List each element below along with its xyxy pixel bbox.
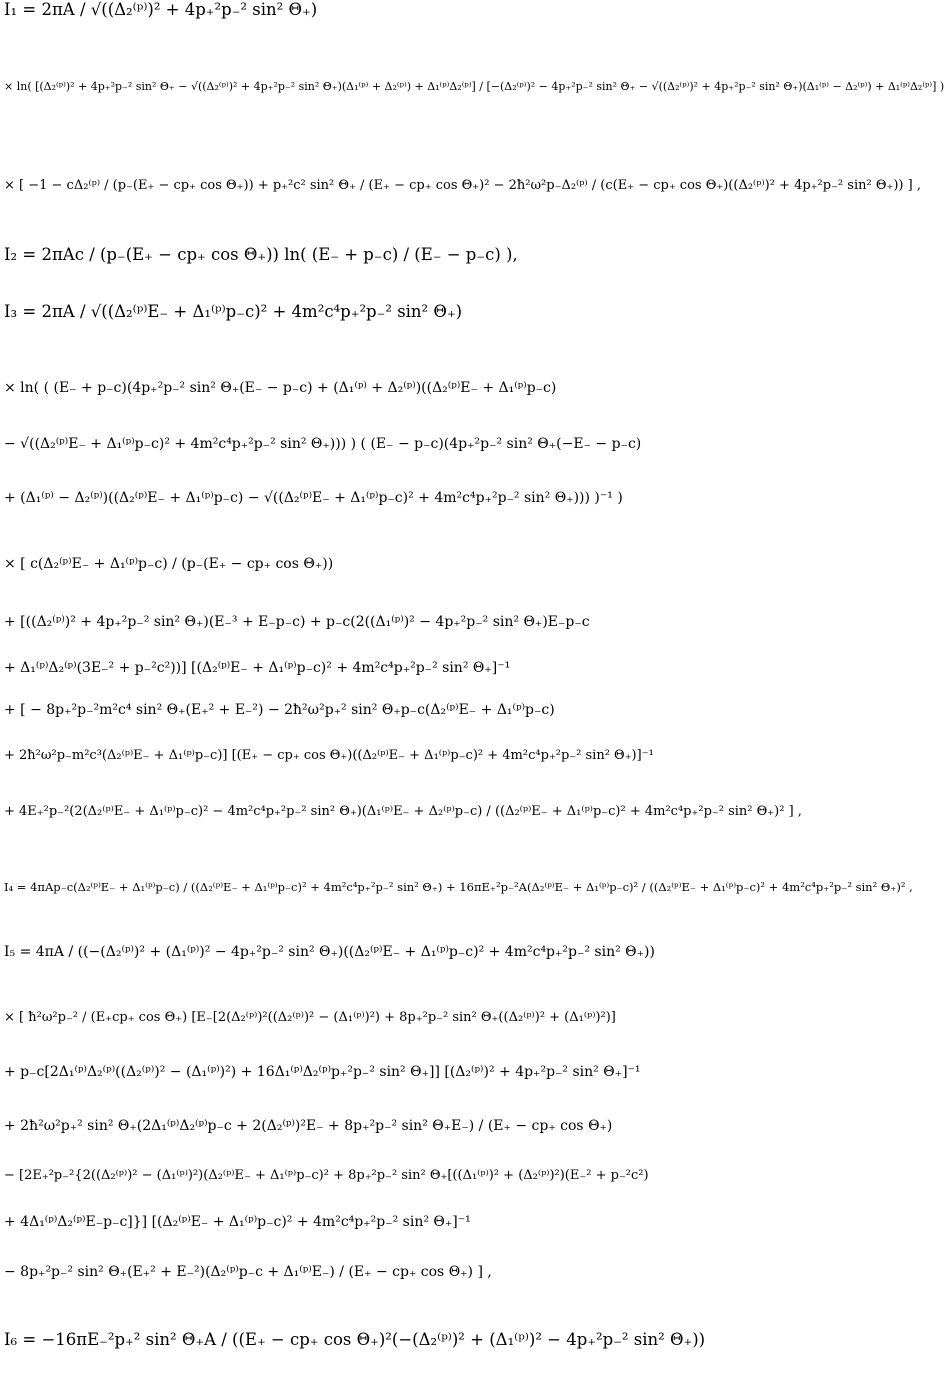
- equation-line: × ln( [(Δ₂⁽ᵖ⁾)² + 4p₊²p₋² sin² Θ₊ − √((Δ₂⁽ᵖ⁾)² + 4p₊²p₋² sin² Θ₊)(Δ₁⁽ᵖ⁾ + Δ₂⁽ᵖ⁾) + Δ₁⁽ᵖ⁾Δ₂⁽ᵖ⁾] / [−(Δ₂⁽ᵖ⁾)² − 4p₊²p₋² sin² Θ₊ − √((Δ₂⁽ᵖ⁾)² + 4p₊²p₋² sin² Θ₊)(Δ₁⁽ᵖ⁾ − Δ₂⁽ᵖ⁾) + Δ₁⁽ᵖ⁾Δ₂⁽ᵖ⁾] ): [4, 80, 945, 93]
- equation-line: × ln( ( (E₋ + p₋c)(4p₊²p₋² sin² Θ₊(E₋ − p₋c) + (Δ₁⁽ᵖ⁾ + Δ₂⁽ᵖ⁾)((Δ₂⁽ᵖ⁾E₋ + Δ₁⁽ᵖ⁾p₋c): [4, 380, 557, 396]
- equation-line: I₂ = 2πAc / (p₋(E₊ − cp₊ cos Θ₊)) ln( (E₋ + p₋c) / (E₋ − p₋c) ),: [4, 245, 518, 264]
- equation-line: × [ c(Δ₂⁽ᵖ⁾E₋ + Δ₁⁽ᵖ⁾p₋c) / (p₋(E₊ − cp₊ cos Θ₊)): [4, 556, 334, 572]
- equation-line: I₃ = 2πA / √((Δ₂⁽ᵖ⁾E₋ + Δ₁⁽ᵖ⁾p₋c)² + 4m²c⁴p₊²p₋² sin² Θ₊): [4, 302, 463, 321]
- equation-line: I₁ = 2πA / √((Δ₂⁽ᵖ⁾)² + 4p₊²p₋² sin² Θ₊): [4, 0, 318, 19]
- equation-line: I₆ = −16πE₋²p₊² sin² Θ₊A / ((E₊ − cp₊ cos Θ₊)²(−(Δ₂⁽ᵖ⁾)² + (Δ₁⁽ᵖ⁾)² − 4p₊²p₋² sin² Θ₊)): [4, 1330, 706, 1349]
- equation-line: + [((Δ₂⁽ᵖ⁾)² + 4p₊²p₋² sin² Θ₊)(E₋³ + E₋p₋c) + p₋c(2((Δ₁⁽ᵖ⁾)² − 4p₊²p₋² sin² Θ₊)E₋p₋c: [4, 614, 590, 630]
- equation-line: + Δ₁⁽ᵖ⁾Δ₂⁽ᵖ⁾(3E₋² + p₋²c²))] [(Δ₂⁽ᵖ⁾E₋ + Δ₁⁽ᵖ⁾p₋c)² + 4m²c⁴p₊²p₋² sin² Θ₊]⁻¹: [4, 660, 511, 676]
- equation-line: − √((Δ₂⁽ᵖ⁾E₋ + Δ₁⁽ᵖ⁾p₋c)² + 4m²c⁴p₊²p₋² sin² Θ₊))) ) ( (E₋ − p₋c)(4p₊²p₋² sin² Θ₊(−E₋ − p₋c): [4, 436, 642, 452]
- equation-line: × [ ħ²ω²p₋² / (E₊cp₊ cos Θ₊) [E₋[2(Δ₂⁽ᵖ⁾)²((Δ₂⁽ᵖ⁾)² − (Δ₁⁽ᵖ⁾)²) + 8p₊²p₋² sin² Θ₊((Δ₂⁽ᵖ⁾)² + (Δ₁⁽ᵖ⁾)²)]: [4, 1010, 616, 1025]
- equation-line: + 4E₊²p₋²(2(Δ₂⁽ᵖ⁾E₋ + Δ₁⁽ᵖ⁾p₋c)² − 4m²c⁴p₊²p₋² sin² Θ₊)(Δ₁⁽ᵖ⁾E₋ + Δ₂⁽ᵖ⁾p₋c) / ((Δ₂⁽ᵖ⁾E₋ + Δ₁⁽ᵖ⁾p₋c)² + 4m²c⁴p₊²p₋² sin² Θ₊)² ] ,: [4, 804, 802, 819]
- equation-line: + 2ħ²ω²p₊² sin² Θ₊(2Δ₁⁽ᵖ⁾Δ₂⁽ᵖ⁾p₋c + 2(Δ₂⁽ᵖ⁾)²E₋ + 8p₊²p₋² sin² Θ₊E₋) / (E₊ − cp₊ cos Θ₊): [4, 1118, 613, 1134]
- equation-line: − [2E₊²p₋²{2((Δ₂⁽ᵖ⁾)² − (Δ₁⁽ᵖ⁾)²)(Δ₂⁽ᵖ⁾E₋ + Δ₁⁽ᵖ⁾p₋c)² + 8p₊²p₋² sin² Θ₊[((Δ₁⁽ᵖ⁾)² + (Δ₂⁽ᵖ⁾)²)(E₋² + p₋²c²): [4, 1168, 649, 1183]
- equation-line: I₅ = 4πA / ((−(Δ₂⁽ᵖ⁾)² + (Δ₁⁽ᵖ⁾)² − 4p₊²p₋² sin² Θ₊)((Δ₂⁽ᵖ⁾E₋ + Δ₁⁽ᵖ⁾p₋c)² + 4m²c⁴p₊²p₋² sin² Θ₊)): [4, 944, 655, 960]
- equation-line: I₄ = 4πAp₋c(Δ₂⁽ᵖ⁾E₋ + Δ₁⁽ᵖ⁾p₋c) / ((Δ₂⁽ᵖ⁾E₋ + Δ₁⁽ᵖ⁾p₋c)² + 4m²c⁴p₊²p₋² sin² Θ₊) + 16πE₊²p₋²A(Δ₂⁽ᵖ⁾E₋ + Δ₁⁽ᵖ⁾p₋c)² / ((Δ₂⁽ᵖ⁾E₋ + Δ₁⁽ᵖ⁾p₋c)² + 4m²c⁴p₊²p₋² sin² Θ₊)² ,: [4, 880, 913, 894]
- equation-line: − 8p₊²p₋² sin² Θ₊(E₊² + E₋²)(Δ₂⁽ᵖ⁾p₋c + Δ₁⁽ᵖ⁾E₋) / (E₊ − cp₊ cos Θ₊) ] ,: [4, 1264, 492, 1280]
- equation-line: + 2ħ²ω²p₋m²c³(Δ₂⁽ᵖ⁾E₋ + Δ₁⁽ᵖ⁾p₋c)] [(E₊ − cp₊ cos Θ₊)((Δ₂⁽ᵖ⁾E₋ + Δ₁⁽ᵖ⁾p₋c)² + 4m²c⁴p₊²p₋² sin² Θ₊)]⁻¹: [4, 748, 654, 763]
- equation-line: × [ −1 − cΔ₂⁽ᵖ⁾ / (p₋(E₊ − cp₊ cos Θ₊)) + p₊²c² sin² Θ₊ / (E₊ − cp₊ cos Θ₊)² − 2ħ²ω²p₋Δ₂⁽ᵖ⁾ / (c(E₊ − cp₊ cos Θ₊)((Δ₂⁽ᵖ⁾)² + 4p₊²p₋² sin² Θ₊)) ] ,: [4, 178, 921, 193]
- equation-line: + p₋c[2Δ₁⁽ᵖ⁾Δ₂⁽ᵖ⁾((Δ₂⁽ᵖ⁾)² − (Δ₁⁽ᵖ⁾)²) + 16Δ₁⁽ᵖ⁾Δ₂⁽ᵖ⁾p₊²p₋² sin² Θ₊]] [(Δ₂⁽ᵖ⁾)² + 4p₊²p₋² sin² Θ₊]⁻¹: [4, 1064, 641, 1080]
- equation-line: + (Δ₁⁽ᵖ⁾ − Δ₂⁽ᵖ⁾)((Δ₂⁽ᵖ⁾E₋ + Δ₁⁽ᵖ⁾p₋c) − √((Δ₂⁽ᵖ⁾E₋ + Δ₁⁽ᵖ⁾p₋c)² + 4m²c⁴p₊²p₋² sin² Θ₊))) )⁻¹ ): [4, 490, 623, 506]
- equation-line: + 4Δ₁⁽ᵖ⁾Δ₂⁽ᵖ⁾E₋p₋c]}] [(Δ₂⁽ᵖ⁾E₋ + Δ₁⁽ᵖ⁾p₋c)² + 4m²c⁴p₊²p₋² sin² Θ₊]⁻¹: [4, 1214, 471, 1230]
- equation-line: + [ − 8p₊²p₋²m²c⁴ sin² Θ₊(E₊² + E₋²) − 2ħ²ω²p₊² sin² Θ₊p₋c(Δ₂⁽ᵖ⁾E₋ + Δ₁⁽ᵖ⁾p₋c): [4, 702, 555, 718]
